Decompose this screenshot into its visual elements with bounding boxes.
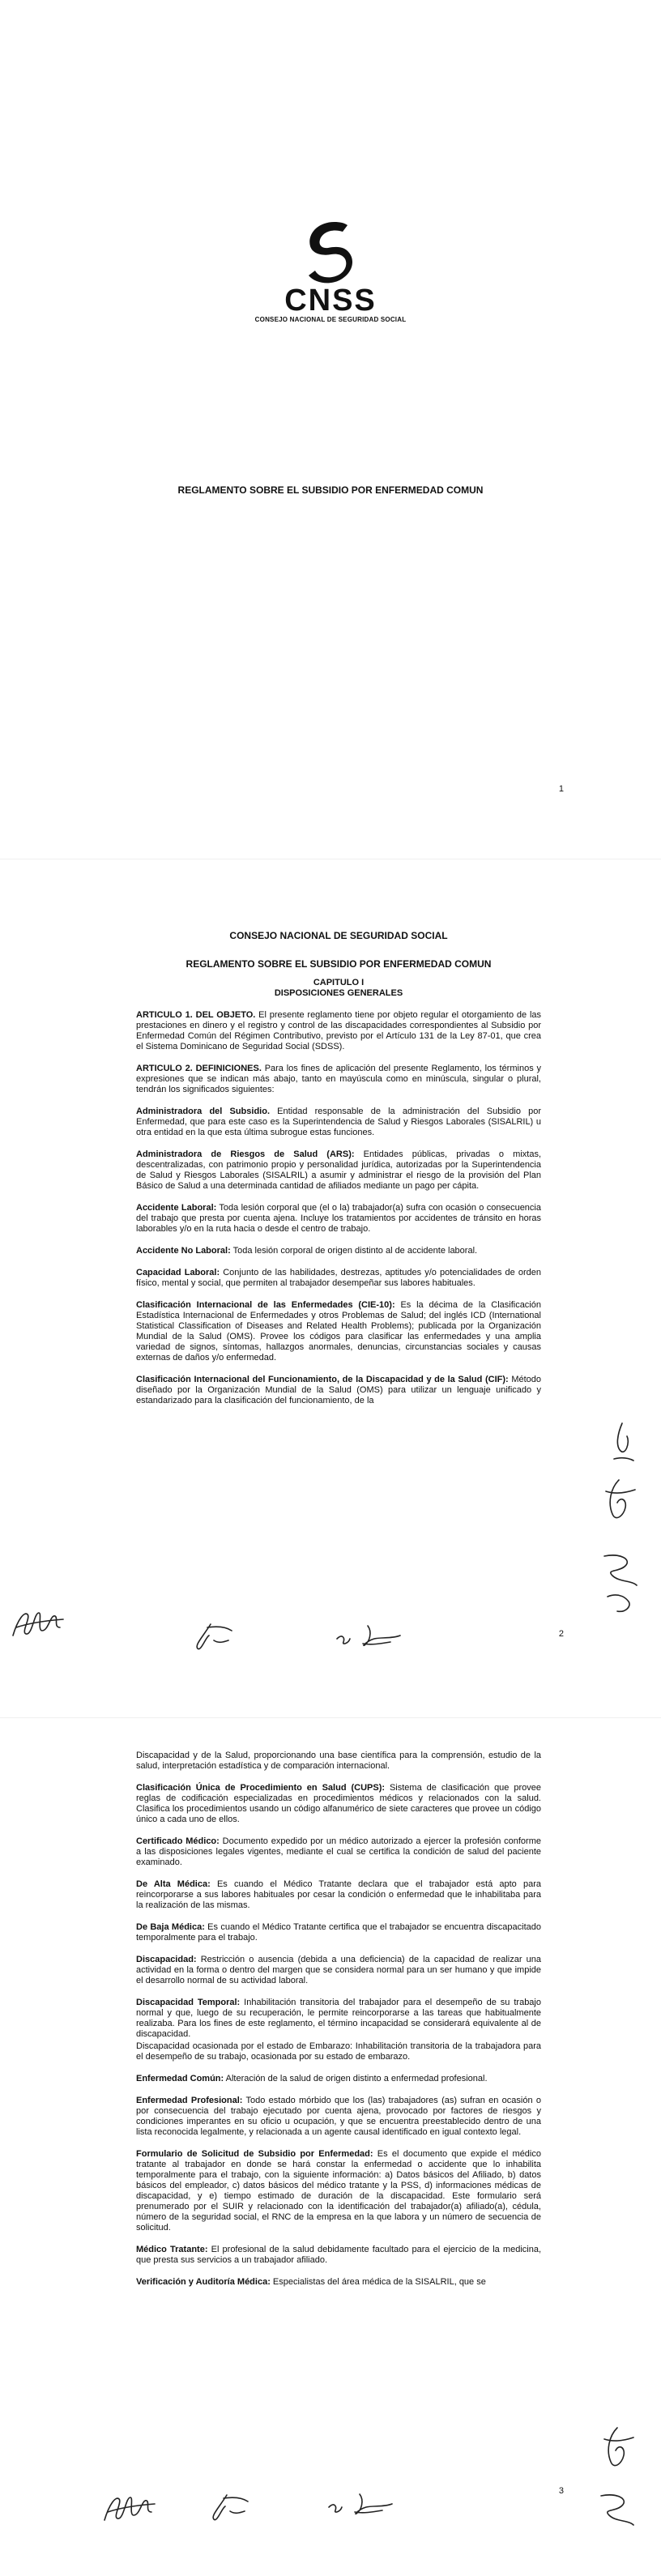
page-number: 1 xyxy=(558,784,564,794)
paragraph-text: Especialistas del área médica de la SISALRIL, que se xyxy=(270,2277,486,2287)
defined-term: Médico Tratante: xyxy=(136,2245,208,2254)
defined-term: Discapacidad: xyxy=(136,1955,197,1964)
paragraph-text: Alteración de la salud de origen distinto a enfermedad profesional. xyxy=(224,2074,488,2083)
paragraph xyxy=(136,1010,541,1052)
cnss-logo xyxy=(0,219,661,324)
paragraph-text: Entidad responsable de la administración del Subsidio por Enfermedad, que para este caso es la Superintendencia de Salud y Riesgos Laborales (SISALRIL) u otra entidad en la que esta última subrogue estas funciones. xyxy=(136,1107,541,1137)
paragraph xyxy=(136,2074,541,2084)
council-heading: CONSEJO NACIONAL DE SEGURIDAD SOCIAL xyxy=(229,930,448,941)
page-number: 2 xyxy=(558,1629,564,1639)
page-2 xyxy=(0,859,661,1717)
paragraph xyxy=(136,1955,541,1986)
paragraph xyxy=(136,1998,541,2040)
paragraph xyxy=(136,1922,541,1943)
paragraph-text: El profesional de la salud debidamente facultado para el ejercicio de la medicina, que presta sus servicios a un trabajador afiliado. xyxy=(136,2245,541,2265)
paragraph-text: Discapacidad y de la Salud, proporcionando una base científica para la comprensión, estudio de la salud, interpretación estadística y de comparación internacional. xyxy=(136,1751,541,1771)
paragraph xyxy=(136,1879,541,1911)
paragraph-text: Es cuando el Médico Tratante declara que el trabajador está apto para reincorporarse a sus labores habituales por cesar la condición o enfermedad que le inhabilitaba para la realización de las mismas. xyxy=(136,1879,541,1910)
chapter-title: DISPOSICIONES GENERALES xyxy=(274,988,403,998)
signature-4-icon xyxy=(606,1418,638,1479)
signature-3-icon xyxy=(332,1619,405,1656)
defined-term: Administradora de Riesgos de Salud (ARS): xyxy=(136,1149,355,1159)
defined-term: Certificado Médico: xyxy=(136,1836,220,1846)
paragraph-text: Es la décima de la Clasificación Estadística Internacional de Enfermedades y otros Problemas de Salud; del inglés ICD (International Statistical Classification of Diseases and Related Health Problems); publicada por la Organización Mundial de la Salud (OMS). Provee los códigos para clasificar las enfermedades y una amplia variedad de signos, síntomas, hallazgos anormales, denuncias, circunstancias sociales y causas externas de daños y/o enfermedad. xyxy=(136,1300,541,1363)
paragraph-text: Para los fines de aplicación del presente Reglamento, los términos y expresiones que se indican más abajo, tanto en mayúscula como en minúscula, singular o plural, tendrán los significados siguientes: xyxy=(136,1064,541,1094)
signature-5-icon xyxy=(599,1475,640,1536)
paragraph-text: Es el documento que expide el médico tratante al trabajador en donde se hará constar la enfermedad o accidente que lo inhabilita temporalmente para el trabajo, con la siguiente información: a) Datos básicos del Afiliado, b) datos básicos del empleador, c) datos básicos del médico tratante y la PSS, d) informaciones médicas de discapacidad, y e) tiempo estimado de duración de la discapacidad. Este formulario será prenumerado por el SUIR y relacionado con la identificación del trabajador(a) afiliado(a), cédula, número de la seguridad social, el RNC de la empresa en la que labora y un número de secuencia de solicitud. xyxy=(136,2149,541,2233)
defined-term: Clasificación Internacional del Funcionamiento, de la Discapacidad y de la Salud (CIF): xyxy=(136,1375,509,1384)
paragraph-text: Toda lesión corporal de origen distinto al de accidente laboral. xyxy=(230,1246,478,1256)
paragraph xyxy=(136,1246,541,1256)
chapter-number: CAPITULO I xyxy=(313,978,365,987)
defined-term: Accidente No Laboral: xyxy=(136,1246,231,1256)
paragraph xyxy=(136,1375,541,1406)
paragraph-text: Conjunto de las habilidades, destrezas, aptitudes y/o potencialidades de orden físico, mental y social, que permiten al trabajador desempeñar sus labores habituales. xyxy=(136,1268,542,1288)
defined-term: De Baja Médica: xyxy=(136,1922,205,1932)
paragraph xyxy=(136,2096,541,2138)
paragraph-text: Método diseñado por la Organización Mundial de la Salud (OMS) para utilizar un lenguaje unificado y estandarizado para la clasificación del funcionamiento, de la xyxy=(136,1375,542,1405)
paragraph-text: Entidades públicas, privadas o mixtas, descentralizadas, con patrimonio propio y personalidad jurídica, autorizadas por la Superintendencia de Salud y Riesgos Laborales (SISALRIL) a asumir y administrar el riesgo de la provisión del Plan Básico de Salud a una determinada cantidad de afiliados mediante un pago per cápita. xyxy=(136,1149,542,1191)
page-2-paragraphs xyxy=(136,1010,541,1406)
page-3 xyxy=(0,1718,661,2576)
signature-6-icon xyxy=(596,1548,645,1625)
paragraph xyxy=(136,1783,541,1825)
document-title: REGLAMENTO SOBRE EL SUBSIDIO POR ENFERMEDAD COMUN xyxy=(177,484,484,496)
paragraph xyxy=(136,2041,541,2062)
logo-wordmark: CNSS xyxy=(284,284,377,318)
paragraph-text: Es cuando el Médico Tratante certifica que el trabajador se encuentra discapacitado temporalmente para el trabajo. xyxy=(136,1922,541,1943)
paragraph-text: Inhabilitación transitoria del trabajador para el desempeño de su trabajo normal y que, luego de su recuperación, le permite reincorporarse a las tareas que habitualmente realizaba. Para los fines de este reglamento, el término incapacidad se considerará equivalente al de discapacidad. xyxy=(136,1998,541,2039)
signature-3-icon xyxy=(324,2488,397,2524)
paragraph-text: Restricción o ausencia (debida a una deficiencia) de la capacidad de realizar una actividad en la forma o dentro del margen que se considera normal para un ser humano y que impide el desarrollo normal de su actividad laboral. xyxy=(136,1955,541,1985)
signature-6-icon xyxy=(593,2488,642,2540)
paragraph xyxy=(136,1064,541,1095)
paragraph-text: Discapacidad ocasionada por el estado de Embarazo: Inhabilitación transitoria de la trabajadora para el desempeño de su trabajo, ocasionada por su estado de embarazo. xyxy=(136,2041,541,2062)
cnss-emblem-icon xyxy=(302,219,359,285)
logo-subtitle: CONSEJO NACIONAL DE SEGURIDAD SOCIAL xyxy=(254,316,407,323)
paragraph xyxy=(136,1268,541,1289)
paragraph xyxy=(136,1203,541,1235)
paragraph-text: El presente reglamento tiene por objeto regular el otorgamiento de las prestaciones en dinero y el registro y control de las discapacidades correspondientes al Subsidio por Enfermedad Común del Régimen Contributivo, previsto por el Artículo 131 de la Ley 87-01, que crea el Sistema Dominicano de Seguridad Social (SDSS). xyxy=(136,1010,542,1051)
defined-term: ARTICULO 2. DEFINICIONES. xyxy=(136,1064,262,1073)
paragraph-text: Todo estado mórbido que los (las) trabajadores (as) sufran en ocasión o por consecuencia del trabajo ejecutado por cuenta ajena, provocado por factores de riesgos y condiciones imperantes en su oficio u ocupación, y que se encuentra preestablecido dentro de una lista reconocida legalmente, y relacionada a un agente causal identificado en igual contexto legal. xyxy=(136,2096,541,2137)
defined-term: ARTICULO 1. DEL OBJETO. xyxy=(136,1010,256,1020)
signature-2-icon xyxy=(203,2492,259,2528)
defined-term: Enfermedad Común: xyxy=(136,2074,224,2083)
signature-2-icon xyxy=(186,1621,243,1657)
defined-term: Enfermedad Profesional: xyxy=(136,2096,243,2105)
paragraph xyxy=(136,2245,541,2266)
paragraph xyxy=(136,1751,541,1772)
paragraph-text: Documento expedido por un médico autorizado a ejercer la profesión conforme a las disposiciones legales vigentes, mediante el cual se certifica la condición de salud del paciente examinado. xyxy=(136,1836,541,1867)
signature-4-icon xyxy=(598,2423,638,2484)
paragraph-text: Toda lesión corporal que (el o la) trabajador(a) sufra con ocasión o consecuencia del trabajo que presta por cuenta ajena. Incluye los tratamientos por accidentes de tránsito en horas laborables y/o en la ruta hacia o desde el centro de trabajo. xyxy=(136,1203,541,1234)
page-3-body xyxy=(136,1751,541,2299)
paragraph-text: Sistema de clasificación que provee reglas de codificación especializadas en procedimientos médicos y relacionados con la salud. Clasifica los procedimientos usando un código alfanumérico de siete caracteres que provee un código único a cada uno de ellos. xyxy=(136,1783,541,1824)
defined-term: Accidente Laboral: xyxy=(136,1203,217,1213)
page-number: 3 xyxy=(558,2486,564,2496)
defined-term: Clasificación Única de Procedimiento en Salud (CUPS): xyxy=(136,1783,386,1793)
defined-term: Administradora del Subsidio. xyxy=(136,1107,270,1116)
defined-term: Capacidad Laboral: xyxy=(136,1268,220,1277)
regulation-heading: REGLAMENTO SOBRE EL SUBSIDIO POR ENFERMEDAD COMUN xyxy=(186,958,492,970)
page-3-paragraphs xyxy=(136,1751,541,2288)
defined-term: Verificación y Auditoría Médica: xyxy=(136,2277,271,2287)
signature-1-icon xyxy=(10,1603,66,1648)
defined-term: De Alta Médica: xyxy=(136,1879,211,1889)
page-1 xyxy=(0,0,661,859)
signature-1-icon xyxy=(101,2488,158,2532)
paragraph xyxy=(136,2277,541,2288)
defined-term: Clasificación Internacional de las Enfermedades (CIE-10): xyxy=(136,1300,395,1310)
paragraph xyxy=(136,1836,541,1868)
defined-term: Discapacidad Temporal: xyxy=(136,1998,241,2007)
paragraph xyxy=(136,1107,541,1138)
paragraph xyxy=(136,1149,541,1192)
defined-term: Formulario de Solicitud de Subsidio por Enfermedad: xyxy=(136,2149,373,2159)
paragraph xyxy=(136,1300,541,1363)
page-2-body xyxy=(136,931,541,1418)
paragraph xyxy=(136,2149,541,2233)
